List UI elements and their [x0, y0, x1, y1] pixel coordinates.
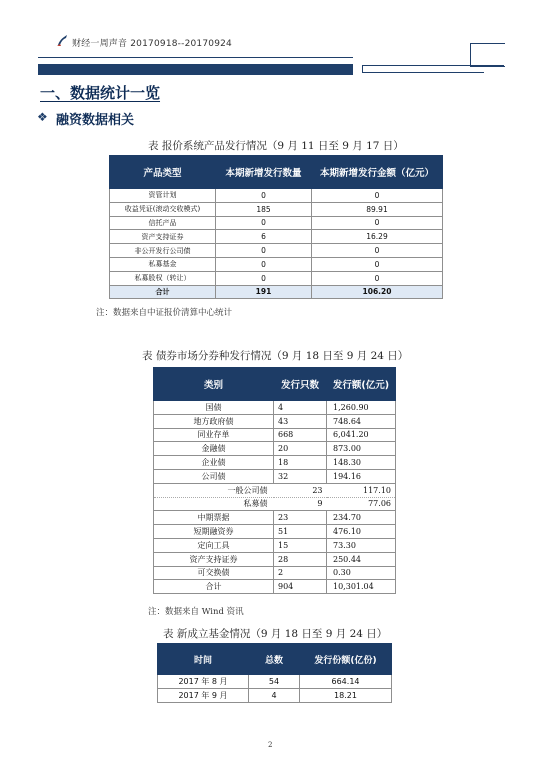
table-cell: 250.44: [327, 552, 396, 566]
table-cell: 873.00: [327, 442, 396, 456]
table-row: [110, 244, 443, 258]
table-cell: 148.30: [327, 456, 396, 470]
table-cell: 0: [216, 216, 312, 230]
table-cell: 668: [274, 428, 327, 442]
table-subrow: [154, 497, 396, 511]
table-header-row: [158, 644, 392, 675]
table-row: [154, 442, 396, 456]
header-corner-box: [470, 43, 505, 67]
table-row: [154, 538, 396, 552]
table-cell: 非公开发行公司债: [110, 244, 216, 258]
table1: [109, 155, 443, 299]
table-subrow: [154, 483, 396, 497]
table-header-row: [154, 368, 396, 401]
table2: [153, 367, 396, 594]
table-cell: 6: [216, 230, 312, 244]
table-cell: 信托产品: [110, 216, 216, 230]
header-bar: [38, 64, 353, 75]
table-cell: 194.16: [327, 469, 396, 483]
table-row: [154, 469, 396, 483]
table-cell: 中期票据: [154, 511, 274, 525]
table-cell: 28: [274, 552, 327, 566]
table-cell: 合计: [110, 285, 216, 299]
table3: [157, 643, 392, 703]
table-cell: 4: [249, 689, 300, 703]
table-cell: 106.20: [312, 285, 443, 299]
table-row: [154, 511, 396, 525]
table-cell: 73.30: [327, 538, 396, 552]
brand-logo-icon: [55, 33, 69, 47]
table-header-cell: 产品类型: [110, 156, 216, 189]
table-cell: 私募债: [154, 497, 274, 511]
table-cell: 私募股权（转让）: [110, 271, 216, 285]
table-header-cell: 本期新增发行数量: [216, 156, 312, 189]
table-row: [158, 675, 392, 689]
page-number: 2: [268, 741, 273, 749]
table-row: [154, 525, 396, 539]
table-cell: 43: [274, 414, 327, 428]
table-cell: 117.10: [327, 483, 396, 497]
table-cell: 664.14: [300, 675, 392, 689]
table-cell: 定向工具: [154, 538, 274, 552]
table-cell: 公司债: [154, 469, 274, 483]
table-cell: 1,260.90: [327, 401, 396, 415]
table-cell: 资管计划: [110, 189, 216, 203]
table-cell: 地方政府债: [154, 414, 274, 428]
table-cell: 23: [274, 511, 327, 525]
header-rule: [38, 57, 353, 58]
header-corner-underline: [362, 72, 484, 73]
table-cell: 短期融资券: [154, 525, 274, 539]
table-cell: 54: [249, 675, 300, 689]
table-cell: 476.10: [327, 525, 396, 539]
table-cell: 0: [312, 244, 443, 258]
table-cell: 20: [274, 442, 327, 456]
table-cell: 4: [274, 401, 327, 415]
table-cell: 资产支持证券: [110, 230, 216, 244]
table-row: [110, 230, 443, 244]
table-header-cell: 本期新增发行金额（亿元）: [312, 156, 443, 189]
table-cell: 0: [312, 189, 443, 203]
table-cell: 6,041.20: [327, 428, 396, 442]
header-text: 财经一周声音 20170918--20170924: [72, 39, 232, 49]
table-cell: 23: [274, 483, 327, 497]
table2-note: 注：数据来自 Wind 资讯: [148, 607, 244, 617]
table-cell: 77.06: [327, 497, 396, 511]
table-row: [110, 189, 443, 203]
table-header-cell: 发行份额(亿份): [300, 644, 392, 675]
table-header-row: [110, 156, 443, 189]
table-header-cell: 发行只数: [274, 368, 327, 401]
table-cell: 234.70: [327, 511, 396, 525]
diamond-bullet-icon: ❖: [37, 110, 48, 124]
table-header-cell: 时间: [158, 644, 249, 675]
table-cell: 0: [216, 271, 312, 285]
table-cell: 2017 年 9 月: [158, 689, 249, 703]
table-cell: 同业存单: [154, 428, 274, 442]
table-row: [110, 202, 443, 216]
table-row: [110, 216, 443, 230]
table-cell: 资产支持证券: [154, 552, 274, 566]
header-corner-line: [362, 65, 504, 66]
table-total-row: [110, 285, 443, 299]
table-row: [158, 689, 392, 703]
table-cell: 企业债: [154, 456, 274, 470]
table-cell: 15: [274, 538, 327, 552]
table-cell: 0.30: [327, 566, 396, 580]
table-cell: 0: [216, 244, 312, 258]
table-cell: 合计: [154, 580, 274, 594]
table-row: [110, 271, 443, 285]
table-row: [154, 401, 396, 415]
table-cell: 32: [274, 469, 327, 483]
table-cell: 904: [274, 580, 327, 594]
table1-note: 注：数据来自中证报价清算中心统计: [96, 308, 233, 318]
table-cell: 18: [274, 456, 327, 470]
table-cell: 51: [274, 525, 327, 539]
table-cell: 一般公司债: [154, 483, 274, 497]
table-cell: 国债: [154, 401, 274, 415]
table-row: [154, 456, 396, 470]
section-title: 一、数据统计一览: [40, 84, 161, 102]
table-header-cell: 总数: [249, 644, 300, 675]
table-row: [154, 414, 396, 428]
table-cell: 金融债: [154, 442, 274, 456]
table-row: [110, 257, 443, 271]
table-cell: 私募基金: [110, 257, 216, 271]
table-row: [154, 552, 396, 566]
table-cell: 18.21: [300, 689, 392, 703]
table-row: [154, 566, 396, 580]
table3-caption: 表 新成立基金情况（9 月 18 日至 9 月 24 日）: [163, 628, 388, 640]
table-row: [154, 428, 396, 442]
section-subtitle: 融资数据相关: [56, 113, 135, 128]
table1-caption: 表 报价系统产品发行情况（9 月 11 日至 9 月 17 日）: [148, 140, 404, 152]
table-cell: 185: [216, 202, 312, 216]
table-total-row: [154, 580, 396, 594]
table-cell: 0: [312, 271, 443, 285]
table-cell: 9: [274, 497, 327, 511]
table-cell: 收益凭证(滚动交收模式): [110, 202, 216, 216]
table-cell: 10,301.04: [327, 580, 396, 594]
table-cell: 可交换债: [154, 566, 274, 580]
table-cell: 0: [216, 189, 312, 203]
table-cell: 2017 年 8 月: [158, 675, 249, 689]
table-header-cell: 类别: [154, 368, 274, 401]
table-cell: 0: [312, 257, 443, 271]
table-cell: 191: [216, 285, 312, 299]
table-header-cell: 发行额(亿元): [327, 368, 396, 401]
table-cell: 16.29: [312, 230, 443, 244]
table-cell: 89.91: [312, 202, 443, 216]
table-cell: 0: [216, 257, 312, 271]
table2-caption: 表 债券市场分券种发行情况（9 月 18 日至 9 月 24 日）: [142, 350, 409, 362]
table-cell: 748.64: [327, 414, 396, 428]
table-cell: 2: [274, 566, 327, 580]
table-cell: 0: [312, 216, 443, 230]
